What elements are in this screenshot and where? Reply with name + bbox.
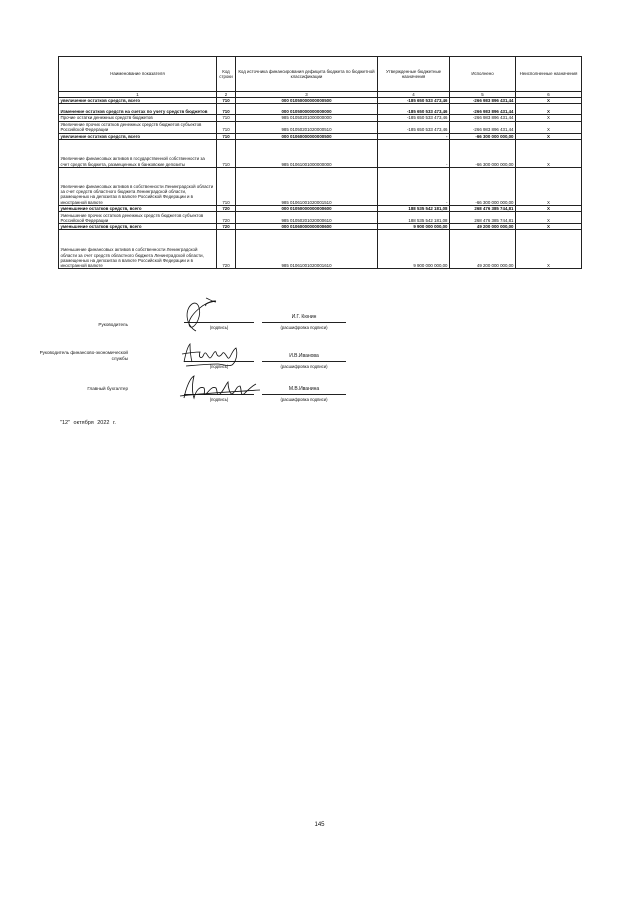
row-executed: 49 200 000 000,00 [450, 224, 516, 230]
row-name: Уменьшение финансовых активов в собственности Ленинградской области за счет средств областного бюджета Ленинградской области, размещенных на депозитах в валюте Российской Федерации и в иностранной валюте [59, 230, 217, 269]
row-approved: -185 650 533 473,46 [378, 104, 450, 115]
row-approved: 9 900 000 000,00 [378, 224, 450, 230]
row-unexecuted: X [516, 98, 582, 104]
row-name: Изменение остатков средств на счетах по учету средств бюджетов [59, 104, 217, 115]
table-row [59, 115, 582, 121]
fin-decode-caption: (расшифровка подписи) [280, 364, 328, 369]
row-code: 710 [217, 98, 236, 104]
fin-name-line [262, 361, 346, 362]
table-row [59, 205, 582, 211]
row-code: 720 [217, 230, 236, 269]
header-code: Код строки [217, 57, 236, 92]
row-unexecuted: X [516, 133, 582, 139]
row-unexecuted: X [516, 212, 582, 224]
acc-label: Главный бухгалтер [87, 386, 128, 391]
row-unexecuted: X [516, 224, 582, 230]
fin-handwritten-signature [178, 340, 248, 368]
row-approved: - [378, 139, 450, 167]
head-decode-caption: (расшифровка подписи) [280, 325, 328, 330]
report-date: "12" октября 2022 г. [60, 420, 116, 426]
header-name: Наименование показателя [59, 57, 217, 92]
acc-name: М.В.Иванина [288, 386, 320, 392]
header-approved: Утвержденные бюджетные назначения [378, 57, 450, 92]
row-approved: - [378, 167, 450, 205]
table-row [59, 212, 582, 224]
row-unexecuted: X [516, 121, 582, 133]
row-name: Увеличение финансовых активов в собственности Ленинградской области за счет средств областного бюджета Ленинградской области, размещенных на депозитах в валюте Российской Федерации и в иностранной валюте [59, 167, 217, 205]
column-number: 1 [59, 92, 217, 98]
row-unexecuted: X [516, 230, 582, 269]
row-executed: -266 983 896 431,44 [450, 121, 516, 133]
table-row [59, 139, 582, 167]
row-source-code: 000 01060000000000500 [236, 133, 378, 139]
acc-decode-caption: (расшифровка подписи) [280, 397, 328, 402]
row-approved: 9 900 000 000,00 [378, 230, 450, 269]
table-body [59, 98, 582, 269]
table-row [59, 121, 582, 133]
fin-sign-caption: (подпись) [209, 364, 229, 369]
table-row [59, 224, 582, 230]
acc-sign-caption: (подпись) [209, 397, 229, 402]
row-code: 720 [217, 212, 236, 224]
table-row [59, 98, 582, 104]
row-code: 720 [217, 224, 236, 230]
row-unexecuted: X [516, 104, 582, 115]
row-name: уменьшение остатков средств, всего [59, 205, 217, 211]
head-handwritten-signature [176, 296, 236, 336]
row-source-code: 000 01050000000000500 [236, 98, 378, 104]
row-code: 710 [217, 139, 236, 167]
row-source-code: 000 01050000000000000 [236, 104, 378, 115]
row-approved: -185 650 533 473,46 [378, 98, 450, 104]
table-row [59, 104, 582, 115]
row-source-code: 000 01060000000000600 [236, 224, 378, 230]
sources-table [58, 56, 582, 269]
header-unexecuted: Неисполненные назначения [516, 57, 582, 92]
acc-handwritten-signature [176, 372, 266, 402]
head-name-line [262, 322, 346, 323]
head-label: Руководитель [98, 322, 128, 327]
column-number: 2 [217, 92, 236, 98]
row-executed: -66 300 000 000,00 [450, 167, 516, 205]
row-code: 710 [217, 121, 236, 133]
table-row [59, 133, 582, 139]
header-executed: Исполнено [450, 57, 516, 92]
row-source-code: 985 01050201020000610 [236, 212, 378, 224]
row-source-code: 985 01061001020001510 [236, 167, 378, 205]
row-code: 710 [217, 115, 236, 121]
row-approved: -185 650 533 473,46 [378, 115, 450, 121]
column-number: 3 [236, 92, 378, 98]
table-row [59, 167, 582, 205]
header-source: Код источника финансирования дефицита бюджета по бюджетной классификации [236, 57, 378, 92]
row-approved: - [378, 133, 450, 139]
table-row [59, 230, 582, 269]
acc-name-line [262, 394, 346, 395]
row-approved: 188 535 542 181,08 [378, 205, 450, 211]
row-source-code: 985 01050201020000510 [236, 121, 378, 133]
column-number: 5 [450, 92, 516, 98]
header-row [59, 57, 582, 92]
fin-name: И.В.Иванова [289, 353, 319, 359]
row-code: 710 [217, 133, 236, 139]
row-name: увеличение остатков средств, всего [59, 133, 217, 139]
row-approved: 188 535 542 181,08 [378, 212, 450, 224]
row-executed: 49 200 000 000,00 [450, 230, 516, 269]
row-code: 720 [217, 205, 236, 211]
head-sign-caption: (подпись) [209, 325, 229, 330]
row-source-code: 985 01050201000000000 [236, 115, 378, 121]
row-approved: -185 650 533 473,46 [378, 121, 450, 133]
row-name: Увеличение прочих остатков денежных средств бюджетов субъектов Российской Федерации [59, 121, 217, 133]
head-name: И.Г. Кюнин [291, 314, 317, 320]
row-unexecuted: X [516, 139, 582, 167]
row-name: Увеличение финансовых активов в государственной собственности за счет средств бюджета, размещенных в банковские депозиты [59, 139, 217, 167]
row-source-code: 985 01061001020001610 [236, 230, 378, 269]
row-executed: -66 300 000 000,00 [450, 133, 516, 139]
column-number: 4 [378, 92, 450, 98]
row-name: увеличение остатков средств, всего [59, 98, 217, 104]
column-number: 6 [516, 92, 582, 98]
row-name: уменьшение остатков средств, всего [59, 224, 217, 230]
row-unexecuted: X [516, 167, 582, 205]
row-unexecuted: X [516, 205, 582, 211]
row-name: Уменьшение прочих остатков денежных средств бюджетов субъектов Российской Федерации [59, 212, 217, 224]
row-executed: 268 476 385 744,81 [450, 212, 516, 224]
fin-label: Руководитель финансово-экономической службы [39, 350, 128, 361]
row-code: 710 [217, 104, 236, 115]
row-source-code: 000 01050000000000600 [236, 205, 378, 211]
page-number: 145 [314, 822, 325, 828]
row-unexecuted: X [516, 115, 582, 121]
row-executed: -266 983 896 431,44 [450, 98, 516, 104]
row-name: Прочие остатки денежных средств бюджетов [59, 115, 217, 121]
row-code: 710 [217, 167, 236, 205]
row-executed: -266 983 896 431,44 [450, 115, 516, 121]
row-executed: 268 476 385 744,81 [450, 205, 516, 211]
row-executed: -66 300 000 000,00 [450, 139, 516, 167]
row-executed: -266 983 896 431,44 [450, 104, 516, 115]
row-source-code: 985 01061001000000000 [236, 139, 378, 167]
